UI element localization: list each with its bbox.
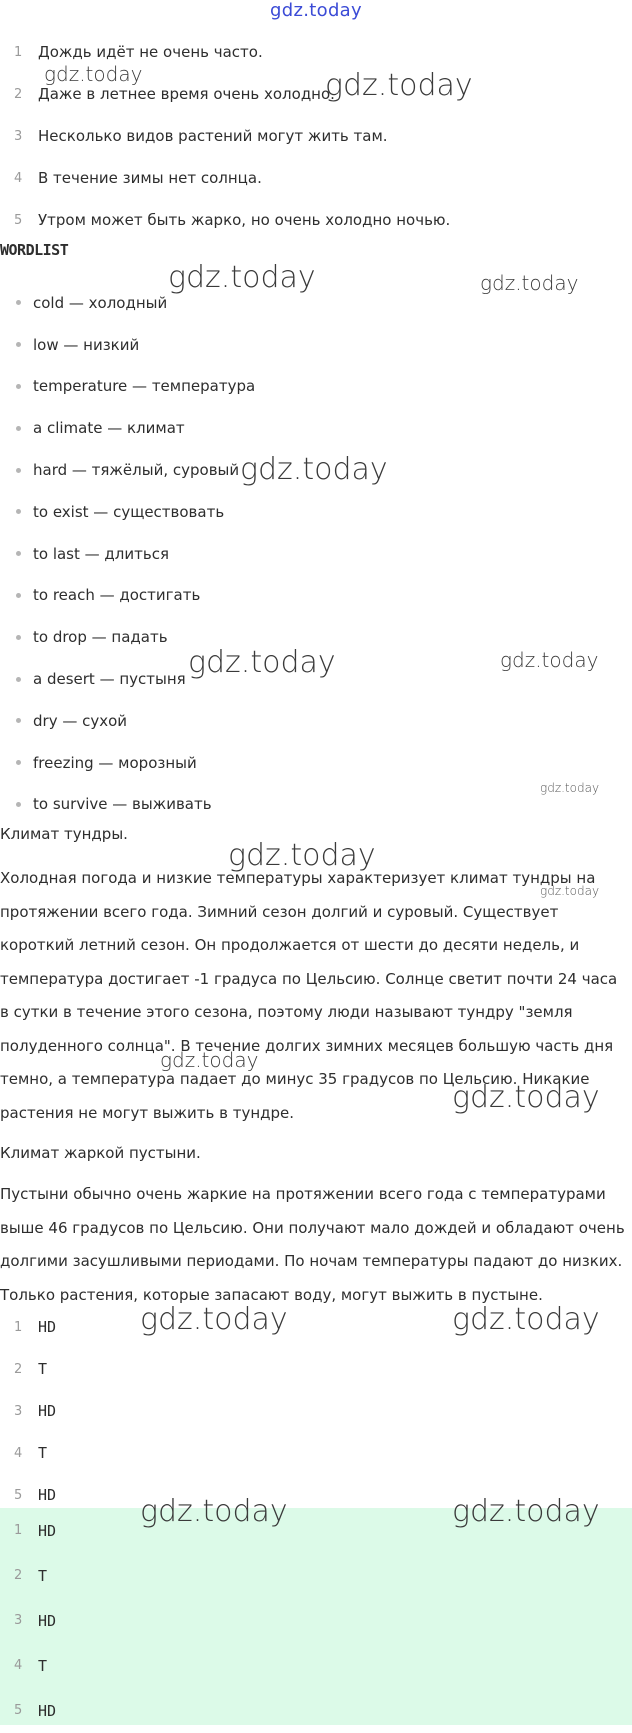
site-logo[interactable]: gdz.today: [270, 0, 362, 21]
item-number: 5: [14, 1487, 23, 1503]
word-entry: to drop — падать: [33, 628, 168, 647]
list-item: [0, 700, 255, 742]
item-number: 1: [14, 1319, 23, 1335]
item-number: 2: [14, 1361, 23, 1377]
item-number: 1: [14, 44, 23, 60]
watermark: gdz.today: [452, 1080, 600, 1115]
answer-value: HD: [38, 1486, 57, 1504]
list-item: [0, 324, 255, 366]
item-text: В течение зимы нет солнца.: [38, 169, 262, 187]
item-number: 3: [14, 1613, 23, 1628]
answer-value: HD: [38, 1402, 57, 1420]
item-number: 2: [14, 86, 23, 102]
word-entry: hard — тяжёлый, суровый: [33, 461, 240, 480]
answer-value: HD: [38, 1611, 57, 1630]
highlighted-answers: [0, 1508, 632, 1725]
watermark: gdz.today: [188, 645, 336, 680]
word-entry: freezing — морозный: [33, 753, 197, 772]
word-entry: temperature — температура: [33, 377, 256, 396]
word-entry: dry — сухой: [33, 711, 128, 730]
watermark: gdz.today: [325, 68, 473, 103]
bullet-icon: [16, 509, 21, 514]
list-item: [0, 73, 450, 115]
item-number: 5: [14, 1703, 23, 1718]
item-text: Даже в летнее время очень холодно.: [38, 85, 335, 103]
list-item: [0, 115, 450, 157]
word-entry: a climate — климат: [33, 419, 185, 438]
list-item: [0, 1508, 632, 1553]
word-entry: low — низкий: [33, 335, 140, 354]
bullet-icon: [16, 342, 21, 347]
watermark: gdz.today: [540, 884, 600, 898]
list-item: [0, 1688, 632, 1733]
answer-value: T: [38, 1566, 48, 1585]
item-number: 1: [14, 1523, 23, 1538]
list-item: [0, 199, 450, 241]
item-text: Дождь идёт не очень часто.: [38, 43, 263, 61]
answer-value: HD: [38, 1318, 57, 1336]
list-item: [0, 449, 255, 491]
list-item: [0, 784, 255, 826]
list-item: [0, 31, 450, 73]
bullet-icon: [16, 426, 21, 431]
word-entry: to survive — выживать: [33, 795, 212, 814]
watermark: gdz.today: [240, 452, 388, 487]
tundra-title: Климат тундры.: [0, 825, 128, 843]
answer-value: T: [38, 1444, 48, 1462]
watermark: gdz.today: [140, 1302, 288, 1337]
list-item: [0, 1598, 632, 1643]
wordlist-heading: WORDLIST: [0, 241, 69, 259]
bullet-icon: [16, 760, 21, 765]
bullet-icon: [16, 551, 21, 556]
bullet-icon: [16, 593, 21, 598]
item-number: 4: [14, 170, 23, 186]
list-item: [0, 157, 450, 199]
list-item: [0, 407, 255, 449]
item-number: 3: [14, 1403, 23, 1419]
answer-value: HD: [38, 1521, 57, 1540]
watermark: gdz.today: [540, 781, 600, 795]
item-text: Утром может быть жарко, но очень холодно ночью.: [38, 211, 451, 229]
answer-value: T: [38, 1656, 48, 1675]
list-item: [0, 1643, 632, 1688]
word-entry: to last — длиться: [33, 544, 169, 563]
watermark: gdz.today: [500, 648, 599, 672]
bullet-icon: [16, 802, 21, 807]
word-entry: a desert — пустыня: [33, 670, 186, 689]
list-item: [0, 575, 255, 617]
list-item: [0, 1432, 632, 1474]
watermark: gdz.today: [140, 1494, 288, 1529]
watermark: gdz.today: [452, 1302, 600, 1337]
list-item: [0, 616, 255, 658]
list-item: [0, 742, 255, 784]
item-number: 4: [14, 1445, 23, 1461]
item-number: 2: [14, 1568, 23, 1583]
list-item: [0, 366, 255, 408]
item-number: 5: [14, 212, 23, 228]
answer-value: T: [38, 1360, 48, 1378]
desert-paragraph: Пустыни обычно очень жаркие на протяжении всего года с температурами выше 46 градусов по Цельсию. Они получают мало дождей и обладают очень долгими засушливыми периодами. По ночам температуры падают до низких. Только растения, которые запасают воду, могут выжить в пустыне.: [0, 1185, 625, 1304]
bullet-icon: [16, 718, 21, 723]
bullet-icon: [16, 468, 21, 473]
answers-list: [0, 1306, 632, 1516]
list-item: [0, 1306, 632, 1348]
word-entry: cold — холодный: [33, 293, 168, 312]
word-entry: to reach — достигать: [33, 586, 201, 605]
answer-value: HD: [38, 1701, 57, 1720]
list-item: [0, 1553, 632, 1598]
bullet-icon: [16, 677, 21, 682]
watermark: gdz.today: [480, 271, 579, 295]
list-item: [0, 1390, 632, 1432]
watermark: gdz.today: [228, 838, 376, 873]
item-number: 3: [14, 128, 23, 144]
tundra-paragraph: Холодная погода и низкие температуры характеризует климат тундры на протяжении всего года. Зимний сезон долгий и суровый. Существует короткий летний сезон. Он продолжается от шести до десяти недель, и температура достигает -1 градуса по Цельсию. Солнце светит почти 24 часа в сутки в течение этого сезона, поэтому люди называют тундру "земля полуденного солнца". В течение долгих зимних месяцев большую часть дня темно, а температура падает до минус 35 градусов по Цельсию. Никакие растения не могут выжить в тундре.: [0, 869, 618, 1122]
watermark: gdz.today: [44, 62, 143, 86]
list-item: [0, 658, 255, 700]
item-text: Несколько видов растений могут жить там.: [38, 127, 388, 145]
bullet-icon: [16, 300, 21, 305]
bullet-icon: [16, 384, 21, 389]
bullet-icon: [16, 635, 21, 640]
translation-list: [0, 31, 450, 241]
list-item: [0, 282, 255, 324]
list-item: [0, 491, 255, 533]
list-item: [0, 533, 255, 575]
watermark: gdz.today: [452, 1494, 600, 1529]
desert-title: Климат жаркой пустыни.: [0, 1144, 201, 1162]
wordlist: [0, 282, 255, 825]
word-entry: to exist — существовать: [33, 502, 225, 521]
list-item: [0, 1348, 632, 1390]
watermark: gdz.today: [168, 260, 316, 295]
watermark: gdz.today: [160, 1048, 259, 1072]
item-number: 4: [14, 1658, 23, 1673]
